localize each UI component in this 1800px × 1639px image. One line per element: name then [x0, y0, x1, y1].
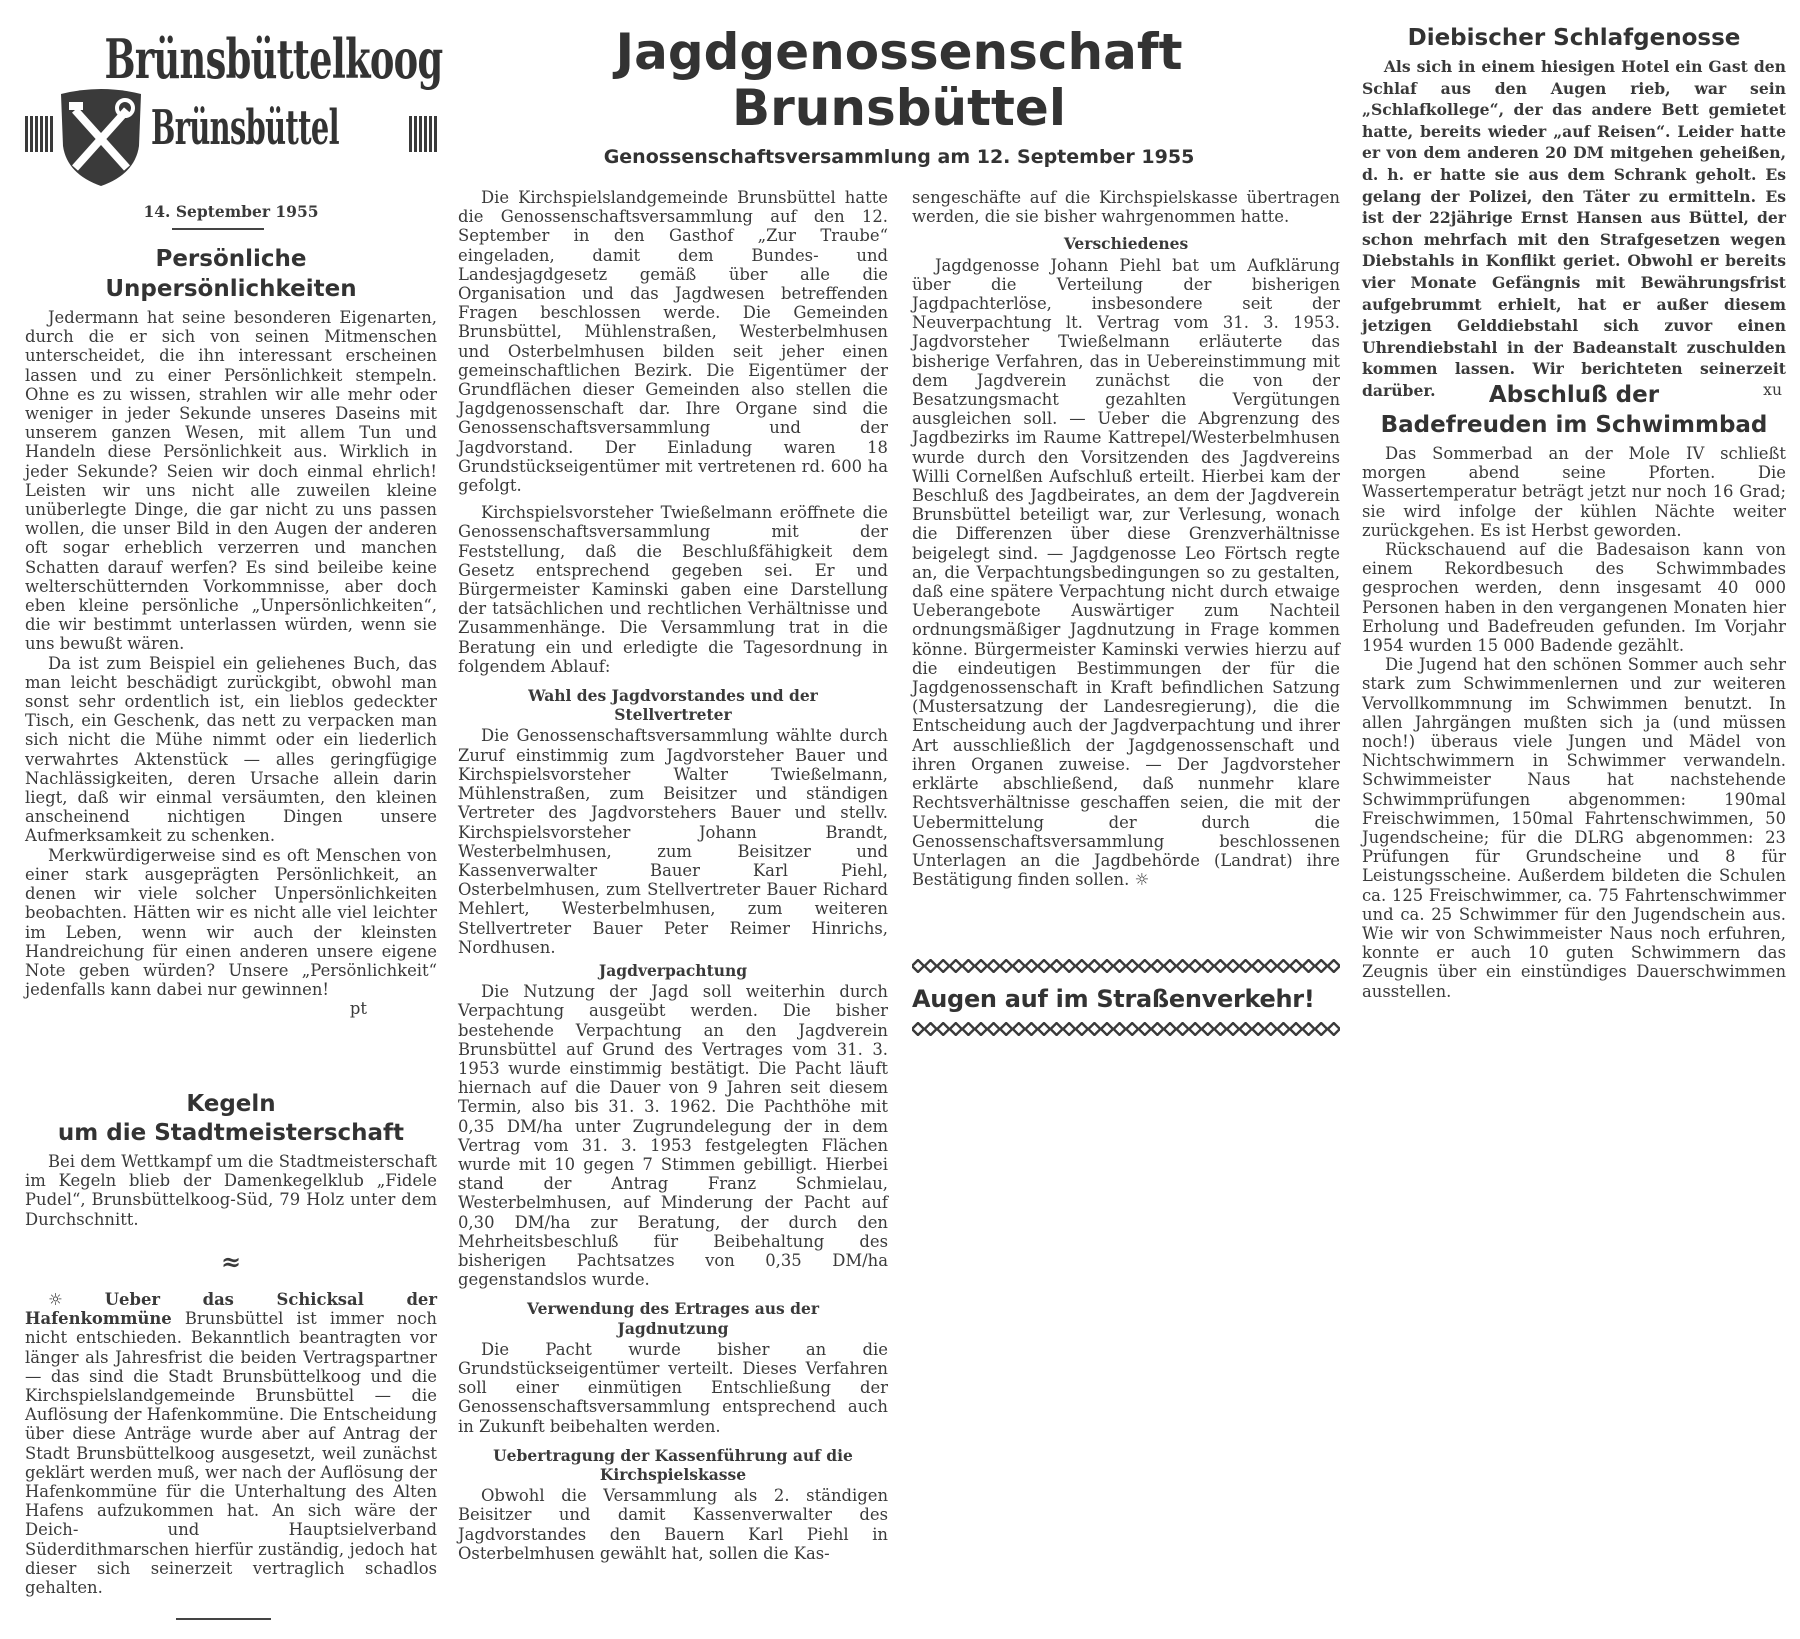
diamond-ornament — [1265, 1023, 1277, 1035]
paragraph: Die Pacht wurde bisher an die Grundstückseigentümer verteilt. Dieses Verfahren soll einer einmütigen Entschließung der Genossenschaftsversammlung entsprechend auch in Zukunft beibehalten werden. — [458, 1339, 888, 1436]
author-initials: xu — [1763, 380, 1782, 399]
diamond-ornament — [1177, 960, 1189, 972]
coat-of-arms-icon — [55, 88, 147, 188]
article-jagd-header — [458, 24, 1340, 170]
diamond-ornament — [950, 1023, 962, 1035]
masthead — [25, 27, 443, 178]
article-jagd-col1 — [458, 188, 888, 1563]
headline-line1: Kegeln — [186, 1091, 276, 1117]
diamond-ornament — [1328, 1023, 1340, 1035]
diamond-ornament — [925, 1023, 937, 1035]
headline-line2: Badefreuden im Schwimmbad — [1380, 412, 1768, 438]
paragraph: Die Nutzung der Jagd soll weiterhin durch Verpachtung ausgeübt werden. Die bisher bestehende Verpachtung an den Jagdverein Brunsbüttel auf Grund des Vertrages vom 31. 3. 1953 wurde einstimmig bestätigt. Die Pacht läuft hiernach auf die Dauer von 9 Jahren seit diesem Termin, also bis 31. 3. 1962. Die Pachthöhe mit 0,35 DM/ha unter Zugrundelegung der in dem Vertrag vom 31. 3. 1953 festgelegten Flächen wurde mit 10 gegen 7 Stimmen gebilligt. Hierbei stand der Antrag Franz Schmielau, Westerbelmhusen, auf Minderung der Pacht auf 0,30 DM/ha zur Beratung, der durch den Mehrheitsbeschluß für Beibehaltung des bisherigen Pachtsatzes von 0,35 DM/ha gegenstandslos wurde. — [458, 982, 888, 1290]
diamond-ornament — [1101, 1023, 1113, 1035]
traffic-banner — [912, 958, 1340, 1040]
diamond-ornament — [1076, 960, 1088, 972]
diamond-ornament — [1303, 960, 1315, 972]
issue-date: 14. September 1955 — [143, 202, 319, 221]
masthead-line2: Brünsbüttel — [151, 100, 339, 156]
diamond-ornament — [975, 1023, 987, 1035]
diamond-ornament — [1227, 1023, 1239, 1035]
diamond-ornament — [975, 960, 987, 972]
paragraph: Bei dem Wettkampf um die Stadtmeisterschaft im Kegeln blieb der Damenkegelklub „Fidele Pudel“, Brunsbüttelkoog-Süd, 79 Holz unter dem Durchschnitt. — [25, 1152, 437, 1229]
paragraph: Rückschauend auf die Badesaison kann von einem Rekordbesuch des Schwimmbades gesprochen werden, denn insgesamt 40 000 Personen haben in den vergangenen Monaten hier Erholung und Badefreuden gefunden. Im Vorjahr 1954 wurden 15 000 Badende gezählt. — [1362, 540, 1786, 656]
diamond-ornament — [1252, 1023, 1264, 1035]
diamond-ornament — [1051, 960, 1063, 972]
diamond-ornament — [988, 1023, 1000, 1035]
diamond-ornament — [1164, 1023, 1176, 1035]
article-bad — [1362, 380, 1786, 1001]
body-text: Brunsbüttel ist immer noch nicht entschieden. Bekanntlich beantragten vor länger als Jahresfrist die beiden Vertragspartner — das sind die Stadt Brunsbüttelkoog und die Kirchspielslandgemeinde Brunsbüttel — die Auflösung der Hafenkommüne. Die Entscheidung über diese Anträge wurde aber auf Antrag der Stadt Brunsbüttelkoog ausgesetzt, weil zunächst geklärt werden muß, wer nach der Auflösung der Hafenkommüne für die Unterhaltung des Alten Hafens aufzukommen hat. An sich wäre der Deich- und Hauptsielverband Süderdithmarschen hierfür zuständig, jedoch hat dieser sich seinerzeit vertraglich schadlos gehalten. — [25, 1309, 437, 1598]
subheadline: Genossenschaftsversammlung am 12. September 1955 — [603, 146, 1195, 168]
headline-line1: Persönliche — [155, 246, 307, 272]
diamond-ornament — [1063, 1023, 1075, 1035]
diamond-ornament — [1227, 960, 1239, 972]
divider — [172, 228, 264, 230]
diamond-ornament — [988, 960, 1000, 972]
diamond-ornament — [1063, 960, 1075, 972]
article-body — [25, 1152, 437, 1229]
diamond-ornament — [1139, 1023, 1151, 1035]
article-body — [25, 308, 437, 1019]
paragraph: Merkwürdigerweise sind es oft Menschen von einer stark ausgeprägten Persönlichkeit, an denen wir viele solcher Unpersönlichkeiten beobachten. Hätten wir es nicht alle viel leichter im Leben, wenn wir auch der kleinsten Handreichung für einen anderen unsere eigene Note geben würden? Unsere „Persönlichkeit“ jedenfalls kann dabei nur gewinnen! — [25, 845, 437, 1000]
paragraph: sengeschäfte auf die Kirchspielskasse übertragen werden, die sie bisher wahrgenommen hatte. — [912, 188, 1340, 227]
diamond-ornament — [1315, 1023, 1327, 1035]
diamond-ornament — [1126, 960, 1138, 972]
diamond-ornament — [1189, 1023, 1201, 1035]
headline-line1: Abschluß der — [1488, 382, 1660, 408]
diamond-ornament — [937, 960, 949, 972]
diamond-ornament — [1013, 1023, 1025, 1035]
body-text: Als sich in einem hiesigen Hotel ein Gast den Schlaf aus den Augen rieb, war sein „Schlafkollege“, der das andere Bett gemietet hatte, bereits wieder „auf Reisen“. Leider hatte er von dem anderen 20 DM mitgehen geheißen, d. h. er hatte sie aus dem Schrank geholt. Es gelang der Polizei, den Täter zu ermitteln. Es ist der 22jährige Ernst Hansen aus Büttel, der schon mehrfach mit den Strafgesetzen wegen Diebstahls in Konflikt geriet. Obwohl er bereits vier Monate Gefängnis mit Bewährungsfrist aufgebrummt erhielt, hat er außer diesem jetzigen Gelddiebstahl sich zuvor einen Uhrendiebstahl in der Badeanstalt zuschulden kommen lassen. Wir berichteten seinerzeit darüber. — [1362, 57, 1786, 400]
diamond-ornament — [1277, 1023, 1289, 1035]
article-hafen — [25, 1290, 437, 1597]
article-body — [1362, 444, 1786, 1001]
article-persoenlich — [25, 244, 437, 1019]
diamond-ornament — [1038, 1023, 1050, 1035]
paragraph — [1362, 56, 1786, 402]
diamond-ornament — [1189, 960, 1201, 972]
diamond-ornament — [1000, 1023, 1012, 1035]
diamond-ornament — [1202, 960, 1214, 972]
headline-line2: um die Stadtmeisterschaft — [57, 1120, 405, 1146]
article-kegeln — [25, 1090, 437, 1276]
paragraph: Obwohl die Versammlung als 2. ständigen Beisitzer und damit Kassenverwalter des Jagdvorstandes den Bauern Karl Piehl in Osterbelmhusen gewählt hat, sollen die Kas- — [458, 1486, 888, 1563]
headline: Diebischer Schlafgenosse — [1407, 25, 1741, 51]
diamond-ornament — [1126, 1023, 1138, 1035]
diamond-ornament — [1076, 1023, 1088, 1035]
banner-text: Augen auf im Straßenverkehr! — [912, 985, 1315, 1013]
star-icon: ☼ — [47, 1290, 63, 1309]
diamond-ornament — [925, 960, 937, 972]
diamond-ornament — [1000, 960, 1012, 972]
diamond-ornament — [1252, 960, 1264, 972]
headline-line1: Jagdgenossenschaft — [615, 23, 1183, 81]
diamond-ornament — [1151, 960, 1163, 972]
diamond-ornament — [1164, 960, 1176, 972]
diamond-ornament — [1202, 1023, 1214, 1035]
article-jagd-col2 — [912, 188, 1340, 889]
diamond-ornament — [1025, 1023, 1037, 1035]
paragraph: Die Jugend hat den schönen Sommer auch sehr stark zum Schwimmenlernen und zur weiteren Vervollkommnung im Schwimmen benutzt. In allen Jahrgängen mußten sich ja (und müssen noch!) überaus viele Jungen und Mädel von Nichtschwimmern in Schwimmer verwandeln. Schwimmeister Naus hat nachstehende Schwimmprüfungen abgenommen: 190mal Freischwimmen, 150mal Fahrtenschwimmen, 50 Jugendscheine; für die DLRG abgenommen: 23 Prüfungen für Grundscheine und 8 für Leistungsscheine. Außerdem bildeten die Schulen ca. 125 Freischwimmer, ca. 75 Fahrtenschwimmer und ca. 25 Schwimmer für den Jugendschein aus. Wie wir von Schwimmeister Naus noch erfuhren, konnte er auch 10 guten Schwimmern das Zeugnis über ein einstündiges Dauerschwimmen ausstellen. — [1362, 655, 1786, 1001]
diamond-ornament — [1290, 960, 1302, 972]
diamond-ornament — [912, 1023, 924, 1035]
diamond-border-bottom — [912, 1022, 1340, 1036]
banner-stripes-right — [409, 116, 437, 152]
diamond-ornament — [1013, 960, 1025, 972]
diamond-ornament — [912, 960, 924, 972]
section-heading: Wahl des Jagdvorstandes und der Stellvertreter — [528, 686, 818, 725]
section-heading: Verwendung des Ertrages aus der Jagdnutzung — [526, 1299, 819, 1338]
lead-text: Ueber das Schicksal der Hafenkommüne — [25, 1290, 437, 1329]
diamond-ornament — [1151, 1023, 1163, 1035]
diamond-ornament — [1114, 1023, 1126, 1035]
diamond-ornament — [937, 1023, 949, 1035]
separator-ornament: ≈ — [220, 1246, 242, 1276]
diamond-ornament — [1139, 960, 1151, 972]
diamond-ornament — [1290, 1023, 1302, 1035]
headline-line2: Unpersönlichkeiten — [105, 276, 357, 302]
paragraph — [25, 1290, 437, 1597]
author-initials: pt — [349, 999, 367, 1019]
diamond-ornament — [1240, 960, 1252, 972]
diamond-ornament — [1277, 960, 1289, 972]
paragraph: Da ist zum Beispiel ein geliehenes Buch, das man leicht beschädigt zurückgibt, obwohl man sonst sehr ordentlich ist, ein lieblos gedeckter Tisch, ein Geschenk, das nett zu verpacken man sich nicht die Mühe nimmt oder ein liederlich verwahrtes Aktenstück — alles geringfügige Nachlässigkeiten, deren Ursache allein darin liegt, daß wir einmal versäumten, den kleinen anscheinend nichtigen Dingen unsere Aufmerksamkeit zu schenken. — [25, 653, 437, 846]
paragraph: Jedermann hat seine besonderen Eigenarten, durch die er sich von seinen Mitmenschen unterscheidet, die ihn interessant erscheinen lassen und zu einer Persönlichkeit stempeln. Ohne es zu wissen, strahlen wir alle mehr oder weniger in jeder Sekunde unseres Daseins mit unserem ganzen Wesen, mit allem Tun und Handeln diese Persönlichkeit aus. Wirklich in jeder Sekunde? Seien wir doch einmal ehrlich! Leisten wir uns nicht alle zuweilen kleine unüberlegte Dinge, die gar nicht zu uns passen wollen, die unser Bild in den Augen der anderen oft sogar erheblich verzerren und manchen Schatten darauf werfen? Es sind beileibe keine welterschütternden Vorkommnisse, aber doch eben kleine persönliche „Unpersönlichkeiten“, die wir bestimmt unterlassen würden, wenn sie uns bewußt wären. — [25, 308, 437, 654]
headline-line2: Brunsbüttel — [732, 79, 1066, 137]
diamond-border-top — [912, 959, 1340, 973]
diamond-ornament — [950, 960, 962, 972]
diamond-ornament — [1177, 1023, 1189, 1035]
masthead-line1-wrap — [25, 27, 443, 91]
diamond-ornament — [1315, 960, 1327, 972]
paragraph: Kirchspielsvorsteher Twießelmann eröffnete die Genossenschaftsversammlung mit der Feststellung, daß die Beschlußfähigkeit dem Gesetz entsprechend gegeben sei. Er und Bürgermeister Kaminski gaben eine Darstellung der tatsächlichen und rechtlichen Verhältnisse und Zusammenhänge. Die Versammlung trat in die Beratung ein und erledigte die Tagesordnung in folgendem Ablauf: — [458, 503, 888, 676]
diamond-ornament — [962, 960, 974, 972]
diamond-ornament — [1214, 960, 1226, 972]
article-body — [1362, 56, 1786, 402]
divider — [176, 1618, 271, 1620]
diamond-ornament — [1051, 1023, 1063, 1035]
diamond-ornament — [1265, 960, 1277, 972]
diamond-ornament — [1038, 960, 1050, 972]
section-heading: Verschiedenes — [1063, 234, 1189, 254]
diamond-ornament — [1328, 960, 1340, 972]
diamond-ornament — [1101, 960, 1113, 972]
diamond-ornament — [1240, 1023, 1252, 1035]
banner-stripes-left — [25, 116, 53, 152]
diamond-ornament — [1303, 1023, 1315, 1035]
section-heading: Jagdverpachtung — [598, 960, 748, 980]
paragraph: Das Sommerbad an der Mole IV schließt morgen abend seine Pforten. Die Wassertemperatur beträgt jetzt nur noch 16 Grad; sie wird infolge der kühlen Nächte weiter zurückgehen. Es ist Herbst geworden. — [1362, 444, 1786, 540]
paragraph: Die Genossenschaftsversammlung wählte durch Zuruf einstimmig zum Jagdvorsteher Bauer und Kirchspielsvorsteher Walter Twießelmann, Mühlenstraßen, zum Beisitzer und ständigen Vertreter des Jagdvorstehers Bauer und stellv. Kirchspielsvorsteher Johann Brandt, Westerbelmhusen, zum Beisitzer und Kassenverwalter Bauer Karl Piehl, Osterbelmhusen, zum Stellvertreter Bauer Richard Mehlert, Westerbelmhusen, zum weiteren Stellvertreter Bauer Peter Reimer Hinrichs, Nordhusen. — [458, 726, 888, 957]
diamond-ornament — [1114, 960, 1126, 972]
masthead-line1: Brünsbüttelkoog — [104, 27, 443, 91]
diamond-ornament — [1088, 1023, 1100, 1035]
article-dieb — [1362, 22, 1786, 402]
paragraph: Jagdgenosse Johann Piehl bat um Aufklärung über die Verteilung der bisherigen Jagdpachterlöse, insbesondere seit der Neuverpachtung lt. Vertrag vom 31. 3. 1953. Jagdvorsteher Twießelmann erläuterte das bisherige Verfahren, das in Uebereinstimmung mit dem Jagdverein zunächst die von der Besatzungsmacht gezahlten Vergütungen ausgleichen soll. — Ueber die Abgrenzung des Jagdbezirks im Raume Kattrepel/Westerbelmhusen wurde durch den Vorsitzenden des Jagdvereins Willi Cornelßen Aufschluß erteilt. Hierbei kam der Beschluß des Jagdbeirates, an dem der Jagdverein Brunsbüttel beteiligt war, zur Verlesung, wonach die Differenzen über diese Grenzverhältnisse beigelegt sind. — Jagdgenosse Leo Förtsch regte an, die Verpachtungsbedingungen so zu gestalten, daß eine spätere Verpachtung nicht durch etwaige Ueberangebote Auswärtiger zum Nachteil ordnungsmäßiger Jagdnutzung in Frage kommen könne. Bürgermeister Kaminski verwies hierzu auf die eindeutigen Bestimmungen der für die Jagdgenossenschaft in Kraft befindlichen Satzung (Mustersatzung der Landesregierung), die die Entscheidung auch der Jagdverpachtung und ihrer Art ausschließlich der Jagdgenossenschaft und ihren Organen zuweise. — Der Jagdvorsteher erklärte abschließend, daß nunmehr klare Rechtsverhältnisse geschaffen seien, die mit der Uebermittelung der durch die Genossenschaftsversammlung beschlossenen Unterlagen an die Jagdbehörde (Landrat) ihre Bestätigung finden sollen. ☼ — [912, 255, 1340, 890]
diamond-ornament — [1214, 1023, 1226, 1035]
diamond-ornament — [1088, 960, 1100, 972]
diamond-ornament — [962, 1023, 974, 1035]
paragraph: Die Kirchspielslandgemeinde Brunsbüttel hatte die Genossenschaftsversammlung auf den 12. September in den Gasthof „Zur Traube“ eingeladen, damit dem Bundes- und Landesjagdgesetz gemäß über alle die Organisation und das Jagdwesen betreffenden Fragen beschlossen werde. Die Gemeinden Brunsbüttel, Mühlenstraßen, Westerbelmhusen und Osterbelmhusen bilden seit jeher einen gemeinschaftlichen Bezirk. Die Eigentümer der Grundflächen dieser Gemeinden also stellen die Jagdgenossenschaft dar. Ihre Organe sind die Genossenschaftsversammlung und der Jagdvorstand. Der Einladung waren 18 Grundstückseigentümer mit vertretenen rd. 600 ha gefolgt. — [458, 188, 888, 496]
section-heading: Uebertragung der Kassenführung auf die Kirchspielskasse — [493, 1445, 853, 1484]
diamond-ornament — [1025, 960, 1037, 972]
